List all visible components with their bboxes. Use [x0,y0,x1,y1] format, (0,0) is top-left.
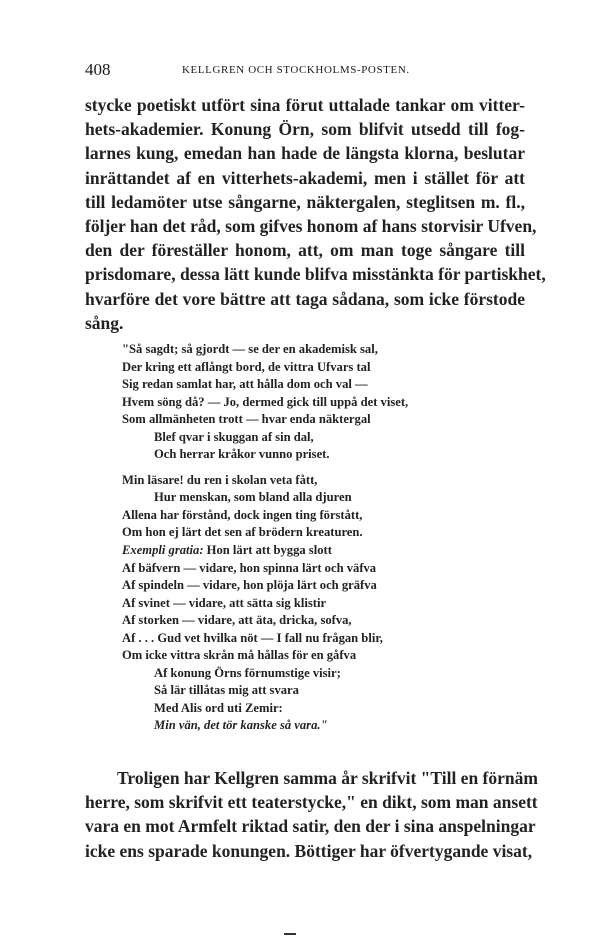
poem-line: Som allmänheten trott — hvar enda näktergal [122,412,371,427]
poem-line: Så lär tillåtas mig att svara [154,683,299,698]
text-line: följer han det råd, som gifves honom af hans storvisir Ufven, [85,215,537,236]
poem [122,341,408,735]
poem-line: Af bäfvern — vidare, hon spinna lärt och väfva [122,560,377,575]
poem-line: Min läsare! du ren i skolan veta fått, [122,472,318,487]
poem-line: Med Alis ord uti Zemir: [154,700,283,715]
poem-line: "Så sagdt; så gjordt — se der en akademisk sal, [122,342,378,356]
poem-line [122,542,408,560]
text-line: stycke poetiskt utfört sina förut uttalade tankar om vitter- [85,95,525,115]
page-mark [284,933,296,935]
poem-line: Hur menskan, som bland alla djuren [154,490,352,505]
page-number: 408 [85,60,111,79]
poem-line: Der kring ett aflångt bord, de vittra Ufvars tal [122,359,371,374]
text-line: herre, som skrifvit ett teaterstycke," en dikt, som man ansett [85,792,538,813]
poem-line: Af . . . Gud vet hvilka nöt — I fall nu frågan blir, [122,630,383,645]
text-line: den der föreställer honom, att, om man toge sångare till [85,240,525,261]
text-line: icke ens sparade konungen. Böttiger har öfvertygande visat, [85,840,533,861]
text-line: hvarföre det vore bättre att taga sådana, som icke förstode [85,288,525,309]
poem-line: Blef qvar i skuggan af sin dal, [154,429,314,444]
paragraph-2 [85,768,538,865]
text-line: till ledamöter utse sångarne, näktergalen, steglitsen m. fl., [85,191,525,212]
poem-line: Af svinet — vidare, att sätta sig klistir [122,595,327,610]
text-line: sång. [85,312,124,333]
poem-line: Af konung Örns förnumstige visir; [154,665,341,680]
poem-line: Om icke vittra skrån må hållas för en gåfva [122,648,357,663]
poem-line: Hvem söng då? — Jo, dermed gick till uppå det viset, [122,394,409,409]
poem-line: Allena har förstånd, dock ingen ting förstått, [122,507,363,522]
poem-line [122,717,408,735]
poem-line: Sig redan samlat har, att hålla dom och val — [122,377,368,392]
poem-line-rest: Hon lärt att bygga slott [203,543,332,558]
poem-closing: Min vän, det tör kanske så vara." [154,718,328,733]
poem-line: Af storken — vidare, att äta, dricka, sofva, [122,613,352,628]
text-line: prisdomare, dessa lätt kunde blifva misstänkta för partiskhet, [85,264,546,285]
text-line: inrättandet af en vitterhets-akademi, men i stället för att [85,167,525,188]
poem-line: Och herrar kråkor vunno priset. [154,447,330,462]
latin-phrase: Exempli gratia: [122,543,204,558]
poem-line: Af spindeln — vidare, hon plöja lärt och gräfva [122,578,377,593]
text-line: hets-akademier. Konung Örn, som blifvit utsedd till fog- [85,119,525,140]
text-line: Troligen har Kellgren samma år skrifvit "Till en förnäm [117,768,538,788]
text-line: larnes kung, emedan han hade de längsta klorna, beslutar [85,143,525,164]
poem-line: Om hon ej lärt det sen af brödern kreaturen. [122,525,363,540]
text-line: vara en mot Armfelt riktad satir, den der i sina anspelningar [85,816,536,837]
running-title: KELLGREN OCH STOCKHOLMS-POSTEN. [182,64,410,76]
paragraph-1 [85,95,546,337]
